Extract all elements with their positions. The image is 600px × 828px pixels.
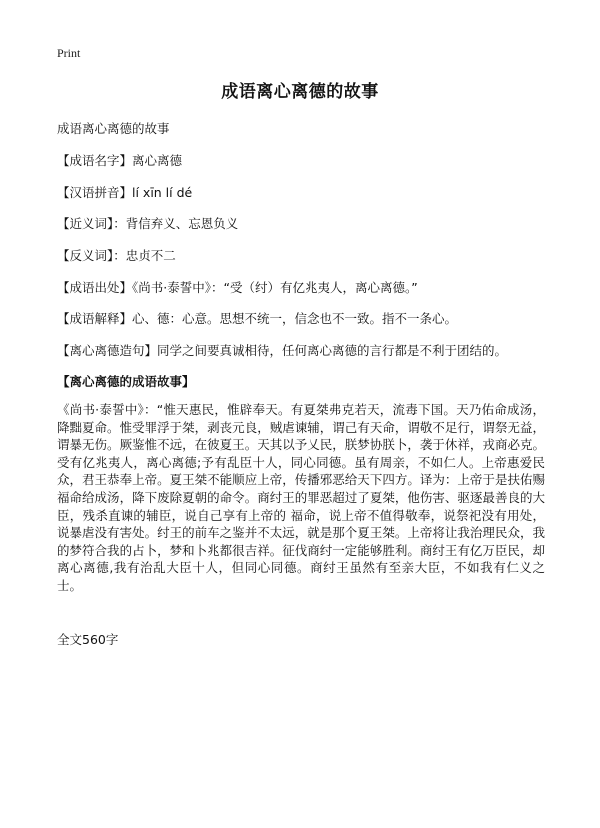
story-heading: 【离心离德的成语故事】	[57, 374, 195, 389]
synonyms: 【近义词】：背信弃义、忘恩负义	[57, 216, 239, 231]
idiom-explanation: 【成语解释】心、德：心意。思想不统一，信念也不一致。指不一条心。	[57, 311, 458, 326]
word-count: 全文560字	[57, 632, 119, 647]
print-link[interactable]: Print	[57, 46, 81, 60]
idiom-pinyin: 【汉语拼音】lí xīn lí dé	[57, 185, 193, 200]
idiom-source: 【成语出处】《尚书·泰誓中》：“受（纣）有亿兆夷人，离心离德。”	[57, 280, 418, 295]
idiom-name: 【成语名字】离心离德	[57, 153, 183, 168]
example-sentence: 【离心离德造句】同学之间要真诚相待，任何离心离德的言行都是不利于团结的。	[57, 343, 508, 358]
subtitle: 成语离心离德的故事	[57, 121, 170, 136]
page-title: 成语离心离德的故事	[221, 82, 379, 102]
antonyms: 【反义词】：忠贞不二	[57, 248, 176, 263]
story-body: 《尚书·泰誓中》：“惟天惠民，惟辟奉天。有夏桀弗克若天，流毒下国。天乃佑命成汤，降黜夏命。惟受罪浮于桀，剥丧元良，贼虐谏辅，谓己有天命，谓敬不足行，谓祭无益，谓暴无伤。厥鉴惟不远，在彼夏王。天其以予乂民，朕梦协朕卜，袭于休祥，戎商必克。受有亿兆夷人，离心离德;予有乱臣十人，同心同德。虽有周亲，不如仁人。上帝惠爱民众，君王恭奉上帝。夏王桀不能顺应上帝，传播邪恶给天下四方。译为：上帝于是扶佑赐福命给成汤，降下废除夏朝的命令。商纣王的罪恶超过了夏桀，他伤害、驱逐最善良的大臣，残杀直谏的辅臣，说自己享有上帝的 福命，说上帝不值得敬奉，说祭祀没有用处，说暴虐没有害处。纣王的前车之鉴并不太远，就是那个夏王桀。上帝将让我治理民众，我的梦符合我的占卜，梦和卜兆都很吉祥。征伐商纣一定能够胜利。商纣王有亿万臣民，却离心离德,我有治乱大臣十人，但同心同德。商纣王虽然有至亲大臣，不如我有仁义之士。	[57, 402, 545, 593]
